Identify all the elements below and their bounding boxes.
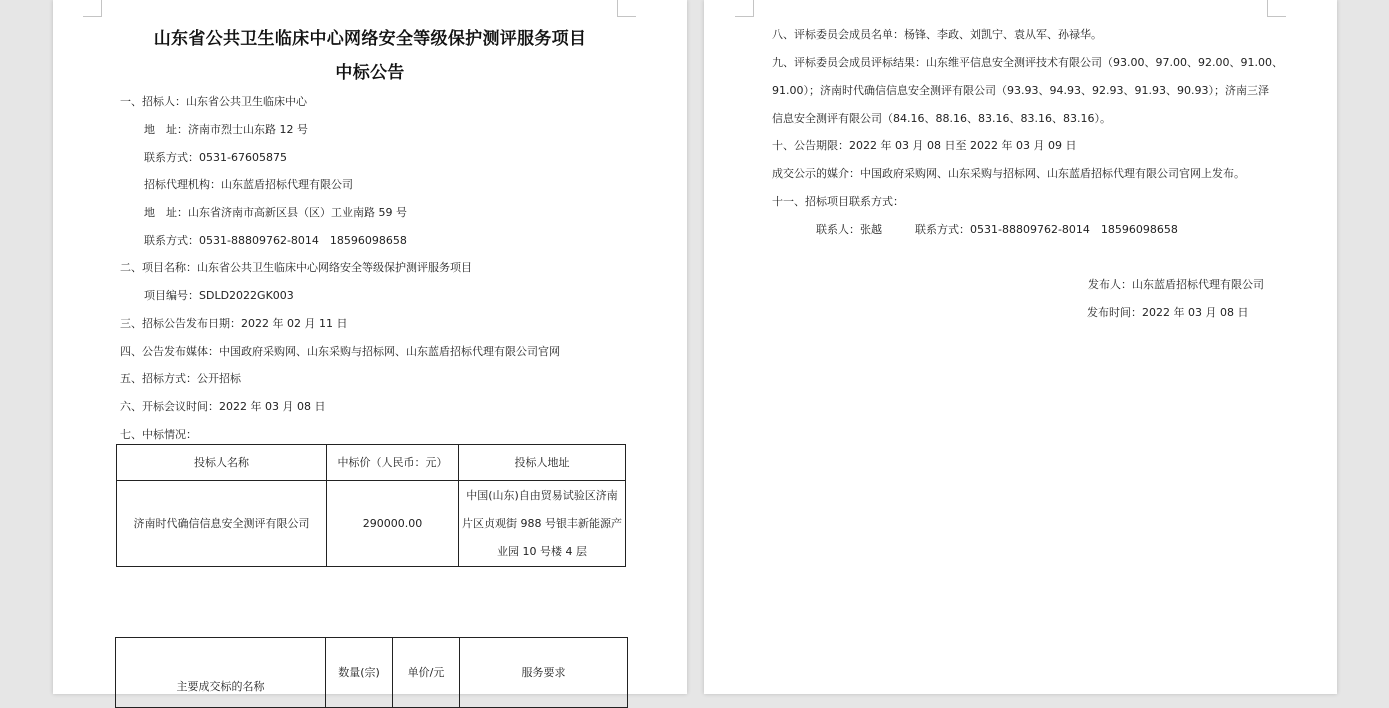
agency-line: 招标代理机构：山东蓝盾招标代理有限公司 (144, 178, 353, 191)
address-line: 中国(山东)自由贸易试验区济南 (466, 488, 618, 502)
tenderer-address-line: 地 址：济南市烈士山东路 12 号 (144, 123, 308, 136)
contact-heading-line: 十一、招标项目联系方式： (772, 195, 904, 208)
method-line: 五、招标方式：公开招标 (120, 372, 241, 385)
bidder-name-cell: 济南时代确信信息安全测评有限公司 (117, 481, 327, 567)
table-header-cell: 单价/元 (393, 638, 460, 708)
evaluation-result-line: 信息安全测评有限公司（84.16、88.16、83.16、83.16、83.16）。 (772, 112, 1111, 125)
announcement-date-line: 三、招标公告发布日期：2022 年 02 月 11 日 (120, 317, 348, 330)
evaluation-result-line: 91.00）；济南时代确信信息安全测评有限公司（93.93、94.93、92.93、91.93、90.93）；济南三泽 (772, 84, 1269, 97)
table-header-row (117, 445, 626, 481)
page-corner-mark (735, 0, 754, 17)
media-line: 四、公告发布媒体：中国政府采购网、山东采购与招标网、山东蓝盾招标代理有限公司官网 (120, 345, 560, 358)
contact-person-line: 联系人：张越 联系方式：0531-88809762-8014 18596098658 (816, 223, 1178, 236)
publisher-line: 发布人：山东蓝盾招标代理有限公司 (1088, 278, 1264, 291)
document-title: 山东省公共卫生临床中心网络安全等级保护测评服务项目 (153, 29, 587, 49)
table-header-cell: 主要成交标的名称 (116, 638, 326, 708)
page-corner-mark (83, 0, 102, 17)
document-page-left (53, 0, 687, 694)
document-page-right (704, 0, 1337, 694)
evaluation-result-line: 九、评标委员会成员评标结果：山东维平信息安全测评技术有限公司（93.00、97.00、92.00、91.00、 (772, 56, 1283, 69)
publish-date-line: 发布时间：2022 年 03 月 08 日 (1087, 306, 1249, 319)
tenderer-contact-line: 联系方式：0531-67605875 (144, 151, 287, 164)
document-subtitle: 中标公告 (335, 63, 405, 83)
bid-result-table (116, 444, 626, 567)
page-corner-mark (1267, 0, 1286, 17)
notice-period-line: 十、公告期限：2022 年 03 月 08 日至 2022 年 03 月 09 日 (772, 139, 1077, 152)
table-row (117, 481, 626, 567)
tenderer-line: 一、招标人：山东省公共卫生临床中心 (120, 95, 307, 108)
table-header-cell: 中标价（人民币：元） (327, 445, 459, 481)
award-heading-line: 七、中标情况： (120, 428, 197, 441)
deal-items-table (115, 637, 628, 708)
bid-price-cell: 290000.00 (327, 481, 459, 567)
agency-address-line: 地 址：山东省济南市高新区县（区）工业南路 59 号 (144, 206, 407, 219)
opening-time-line: 六、开标会议时间：2022 年 03 月 08 日 (120, 400, 326, 413)
table-header-cell: 服务要求 (460, 638, 628, 708)
table-header-cell: 投标人地址 (459, 445, 626, 481)
agency-contact-line: 联系方式：0531-88809762-8014 18596098658 (144, 234, 407, 247)
table-header-cell: 投标人名称 (117, 445, 327, 481)
publication-media-line: 成交公示的媒介：中国政府采购网、山东采购与招标网、山东蓝盾招标代理有限公司官网上发布。 (772, 167, 1245, 180)
page-corner-mark (617, 0, 636, 17)
project-number-line: 项目编号：SDLD2022GK003 (144, 289, 294, 302)
address-line: 片区贞观街 988 号银丰新能源产 (462, 516, 622, 530)
table-header-cell: 数量(宗) (326, 638, 393, 708)
address-line: 业园 10 号楼 4 层 (497, 544, 587, 558)
committee-members-line: 八、评标委员会成员名单：杨锋、李政、刘凯宁、袁从军、孙禄华。 (772, 28, 1102, 41)
project-name-line: 二、项目名称：山东省公共卫生临床中心网络安全等级保护测评服务项目 (120, 261, 472, 274)
table-header-row (116, 638, 628, 708)
bidder-address-cell (459, 481, 626, 567)
